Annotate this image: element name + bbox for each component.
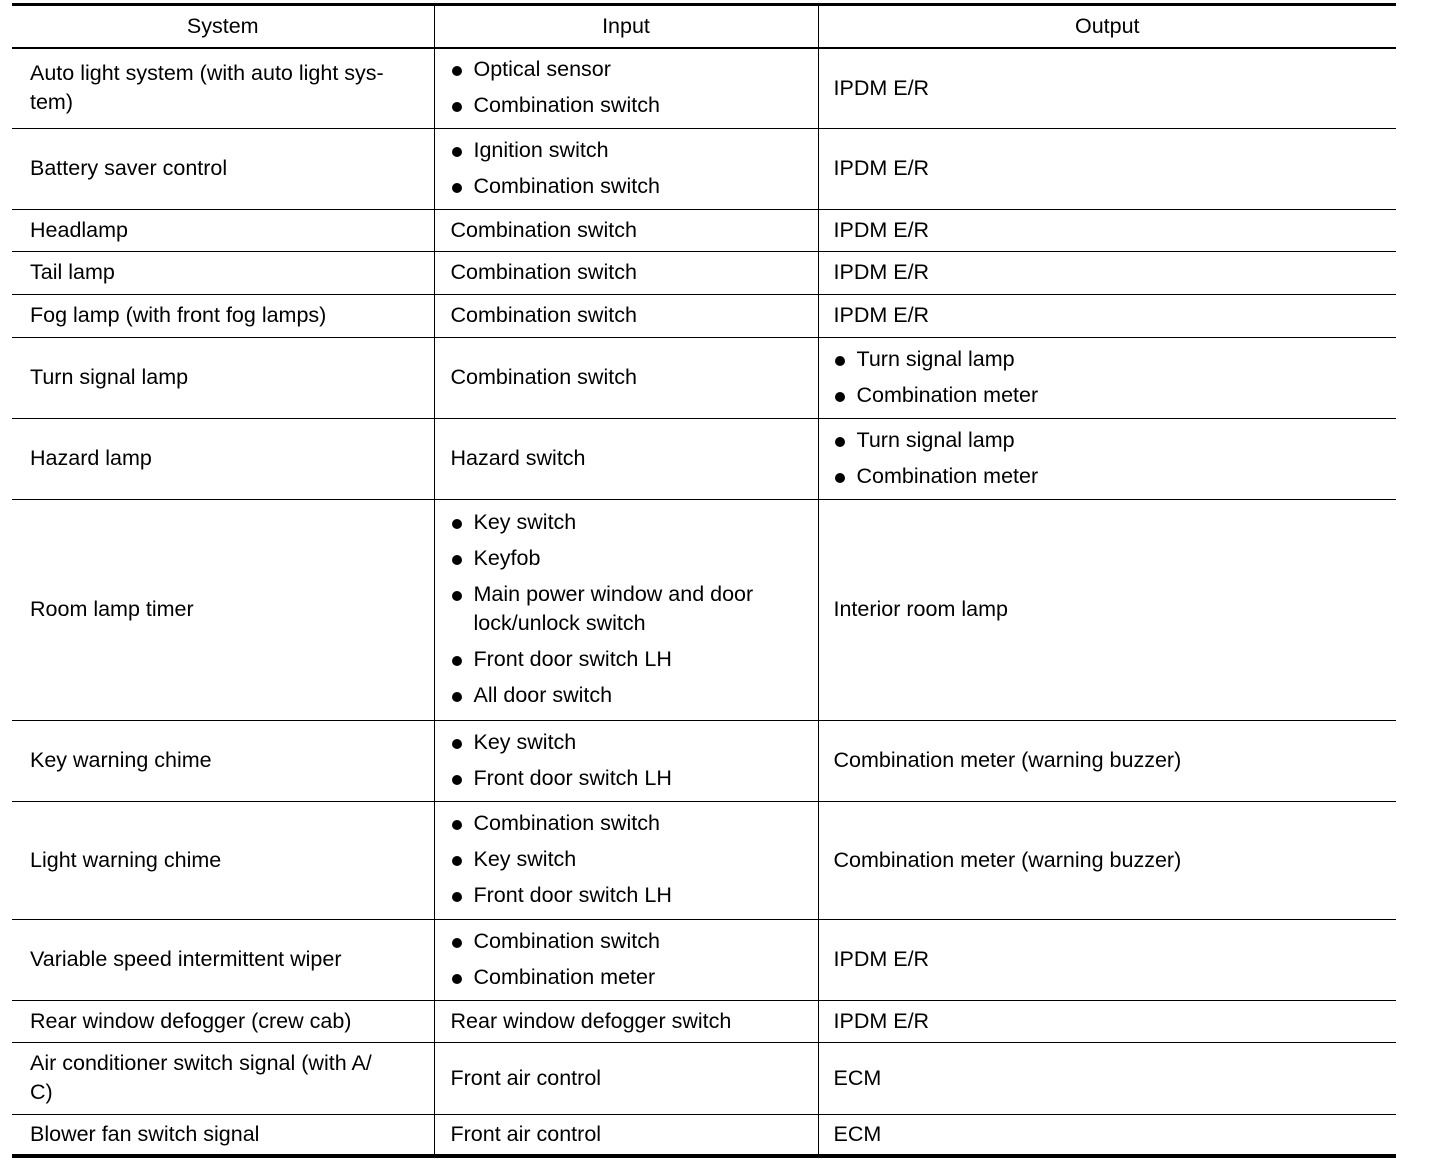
bullet-item: Ignition switch [451,133,808,169]
bullet-list [834,423,1387,495]
cell-system: Battery saver control [12,128,434,209]
table-row [12,48,1396,128]
table-row [12,251,1396,294]
bullet-item: Combination meter [451,960,808,996]
bullet-item: Turn signal lamp [834,342,1387,378]
table-row [12,720,1396,801]
cell-output [818,337,1396,418]
cell-output: Combination meter (warning buzzer) [818,801,1396,919]
bullet-list [834,342,1387,414]
bullet-list [451,924,808,996]
cell-system: Light warning chime [12,801,434,919]
bullet-item: Key switch [451,725,808,761]
cell-system: Auto light system (with auto light sys- tem) [12,48,434,128]
table-row [12,209,1396,251]
cell-input: Front air control [434,1114,818,1156]
bullet-item: Combination switch [451,924,808,960]
table-row [12,128,1396,209]
cell-system: Headlamp [12,209,434,251]
cell-input [434,919,818,1000]
bullet-item: Optical sensor [451,52,808,88]
cell-system: Tail lamp [12,251,434,294]
bullet-item: Combination switch [451,88,808,124]
bullet-list [451,52,808,124]
bullet-item: Combination switch [451,806,808,842]
cell-output: IPDM E/R [818,919,1396,1000]
bullet-item: All door switch [451,678,808,714]
table-row [12,294,1396,337]
cell-input: Rear window defogger switch [434,1000,818,1042]
cell-input [434,499,818,720]
cell-system: Key warning chime [12,720,434,801]
cell-system: Rear window defogger (crew cab) [12,1000,434,1042]
table-row [12,1042,1396,1114]
cell-input: Front air control [434,1042,818,1114]
bullet-item: Front door switch LH [451,761,808,797]
table-row [12,919,1396,1000]
table-row [12,337,1396,418]
bullet-item: Keyfob [451,541,808,577]
cell-output [818,418,1396,499]
cell-input: Combination switch [434,337,818,418]
bullet-item: Key switch [451,842,808,878]
bullet-item: Key switch [451,505,808,541]
cell-system: Fog lamp (with front fog lamps) [12,294,434,337]
table-row [12,801,1396,919]
cell-input: Hazard switch [434,418,818,499]
header-system: System [12,5,434,49]
header-input: Input [434,5,818,49]
bullet-item: Turn signal lamp [834,423,1387,459]
cell-output: IPDM E/R [818,1000,1396,1042]
table-body [12,48,1396,1156]
cell-input: Combination switch [434,209,818,251]
bullet-item: Combination meter [834,378,1387,414]
cell-output: Combination meter (warning buzzer) [818,720,1396,801]
cell-output: ECM [818,1042,1396,1114]
cell-input: Combination switch [434,251,818,294]
bullet-list [451,725,808,797]
cell-input [434,720,818,801]
cell-output: IPDM E/R [818,128,1396,209]
cell-input: Combination switch [434,294,818,337]
table-row [12,499,1396,720]
bullet-list [451,505,808,714]
header-output: Output [818,5,1396,49]
cell-output: IPDM E/R [818,251,1396,294]
system-io-table [12,3,1396,1158]
cell-input [434,801,818,919]
bullet-item: Combination switch [451,169,808,205]
cell-system: Room lamp timer [12,499,434,720]
bullet-item: Main power window and door lock/unlock switch [451,577,808,642]
table-row [12,418,1396,499]
cell-system: Air conditioner switch signal (with A/ C) [12,1042,434,1114]
cell-output: ECM [818,1114,1396,1156]
header-row [12,5,1396,49]
bullet-list [451,806,808,914]
cell-output: IPDM E/R [818,209,1396,251]
table-row [12,1114,1396,1156]
bullet-item: Front door switch LH [451,642,808,678]
bullet-item: Combination meter [834,459,1387,495]
cell-system: Blower fan switch signal [12,1114,434,1156]
bullet-list [451,133,808,205]
cell-input [434,48,818,128]
cell-system: Variable speed intermittent wiper [12,919,434,1000]
cell-output: IPDM E/R [818,48,1396,128]
cell-output: Interior room lamp [818,499,1396,720]
table-row [12,1000,1396,1042]
cell-input [434,128,818,209]
cell-output: IPDM E/R [818,294,1396,337]
bullet-item: Front door switch LH [451,878,808,914]
cell-system: Hazard lamp [12,418,434,499]
cell-system: Turn signal lamp [12,337,434,418]
